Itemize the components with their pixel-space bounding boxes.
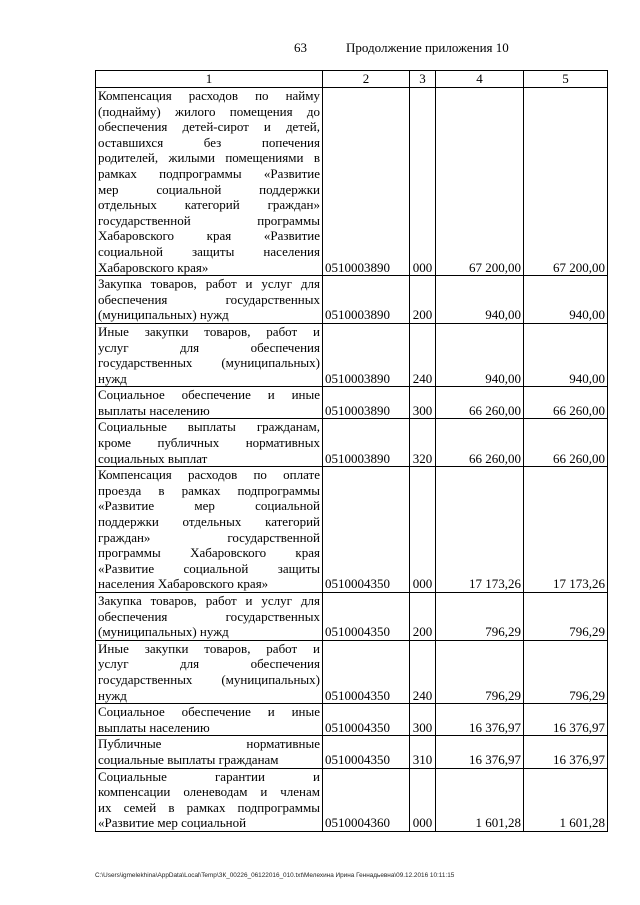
row-type: 240 bbox=[410, 640, 436, 703]
table-row bbox=[96, 593, 608, 641]
row-name bbox=[96, 419, 323, 467]
row-amount-2: 67 200,00 bbox=[524, 88, 608, 276]
row-amount-1: 66 260,00 bbox=[436, 387, 524, 419]
budget-table bbox=[95, 70, 608, 832]
column-header-1: 1 bbox=[96, 71, 323, 88]
row-name-line: (муниципальных) нужд bbox=[98, 624, 229, 640]
row-name-line: «Развитие социальной защиты bbox=[98, 560, 320, 576]
row-name bbox=[96, 704, 323, 736]
row-amount-2: 940,00 bbox=[524, 276, 608, 324]
table-row bbox=[96, 323, 608, 386]
row-name-line: нужд bbox=[98, 370, 127, 386]
row-name bbox=[96, 467, 323, 593]
table-row bbox=[96, 640, 608, 703]
row-code: 0510004350 bbox=[323, 640, 410, 703]
file-path-footer: C:\Users\igmelekhina\AppData\Local\Temp\ЗК_00226_06122016_010.txt\Мелехина Ирина Геннадьевна\09.12.2016 10:11:15 bbox=[95, 872, 455, 879]
row-name-line: услуг для обеспечения bbox=[98, 339, 320, 355]
row-type: 000 bbox=[410, 768, 436, 831]
row-code: 0510004350 bbox=[323, 593, 410, 641]
table-row bbox=[96, 467, 608, 593]
row-name-line: мер социальной поддержки bbox=[98, 181, 320, 197]
column-header-4: 4 bbox=[436, 71, 524, 88]
row-amount-2: 66 260,00 bbox=[524, 387, 608, 419]
column-header-5: 5 bbox=[524, 71, 608, 88]
row-name-line: государственной программы bbox=[98, 212, 320, 228]
row-name-line: населения Хабаровского края» bbox=[98, 576, 269, 592]
row-type: 000 bbox=[410, 467, 436, 593]
row-type: 300 bbox=[410, 704, 436, 736]
row-name-line: Социальные выплаты гражданам, bbox=[98, 419, 320, 435]
row-name-line: Закупка товаров, работ и услуг для bbox=[98, 276, 320, 292]
row-name-line: Хабаровского края «Развитие bbox=[98, 228, 320, 244]
row-name bbox=[96, 276, 323, 324]
column-header-2: 2 bbox=[323, 71, 410, 88]
row-name-line: государственных (муниципальных) bbox=[98, 671, 320, 687]
row-name-line: оставшихся без попечения bbox=[98, 134, 320, 150]
row-name-line: выплаты населению bbox=[98, 402, 210, 418]
row-type: 320 bbox=[410, 419, 436, 467]
row-name-line: программы Хабаровского края bbox=[98, 545, 320, 561]
table-row bbox=[96, 387, 608, 419]
row-name-line: граждан» государственной bbox=[98, 529, 320, 545]
row-name-line: их семей в рамках подпрограммы bbox=[98, 799, 320, 815]
row-amount-1: 17 173,26 bbox=[436, 467, 524, 593]
row-name bbox=[96, 768, 323, 831]
row-code: 0510004350 bbox=[323, 704, 410, 736]
row-amount-1: 16 376,97 bbox=[436, 704, 524, 736]
row-type: 200 bbox=[410, 276, 436, 324]
table-row bbox=[96, 419, 608, 467]
row-amount-2: 17 173,26 bbox=[524, 467, 608, 593]
row-amount-1: 940,00 bbox=[436, 276, 524, 324]
row-type: 000 bbox=[410, 88, 436, 276]
row-amount-2: 16 376,97 bbox=[524, 736, 608, 768]
row-name-line: Компенсация расходов по найму bbox=[98, 88, 320, 103]
table-row bbox=[96, 768, 608, 831]
column-header-row bbox=[96, 71, 608, 88]
table-row bbox=[96, 88, 608, 276]
row-name-line: государственных (муниципальных) bbox=[98, 355, 320, 371]
row-name-line: социальной защиты населения bbox=[98, 243, 320, 259]
row-code: 0510003890 bbox=[323, 419, 410, 467]
row-amount-2: 796,29 bbox=[524, 640, 608, 703]
row-amount-2: 796,29 bbox=[524, 593, 608, 641]
row-name-line: компенсации оленеводам и членам bbox=[98, 784, 320, 800]
appendix-title: Продолжение приложения 10 bbox=[346, 40, 509, 55]
row-amount-2: 940,00 bbox=[524, 323, 608, 386]
row-code: 0510003890 bbox=[323, 387, 410, 419]
row-name-line: Хабаровского края» bbox=[98, 259, 209, 275]
row-name bbox=[96, 323, 323, 386]
row-name-line: выплаты населению bbox=[98, 719, 210, 735]
table-row bbox=[96, 736, 608, 768]
row-name-line: социальные выплаты гражданам bbox=[98, 751, 279, 767]
row-name-line: (поднайму) жилого помещения до bbox=[98, 103, 320, 119]
row-code: 0510003890 bbox=[323, 88, 410, 276]
row-name bbox=[96, 593, 323, 641]
row-name-line: социальных выплат bbox=[98, 450, 208, 466]
row-name-line: нужд bbox=[98, 687, 127, 703]
row-amount-1: 1 601,28 bbox=[436, 768, 524, 831]
row-type: 310 bbox=[410, 736, 436, 768]
row-name-line: кроме публичных нормативных bbox=[98, 435, 320, 451]
row-code: 0510003890 bbox=[323, 276, 410, 324]
page-number: 63 bbox=[294, 40, 307, 55]
row-name-line: обеспечения государственных bbox=[98, 608, 320, 624]
row-type: 300 bbox=[410, 387, 436, 419]
row-name-line: Закупка товаров, работ и услуг для bbox=[98, 593, 320, 608]
row-amount-2: 66 260,00 bbox=[524, 419, 608, 467]
row-name bbox=[96, 640, 323, 703]
row-amount-1: 16 376,97 bbox=[436, 736, 524, 768]
row-name-line: обеспечения детей-сирот и детей, bbox=[98, 119, 320, 135]
row-amount-2: 16 376,97 bbox=[524, 704, 608, 736]
row-name-line: рамках подпрограммы «Развитие bbox=[98, 165, 320, 181]
page-header bbox=[0, 40, 640, 58]
row-name-line: отдельных категорий граждан» bbox=[98, 197, 320, 213]
row-name-line: Иные закупки товаров, работ и bbox=[98, 323, 320, 339]
row-type: 240 bbox=[410, 323, 436, 386]
row-name-line: услуг для обеспечения bbox=[98, 656, 320, 672]
row-name bbox=[96, 387, 323, 419]
row-name-line: «Развитие мер социальной bbox=[98, 498, 320, 514]
row-name-line: Социальное обеспечение и иные bbox=[98, 387, 320, 403]
row-name-line: обеспечения государственных bbox=[98, 291, 320, 307]
row-code: 0510004350 bbox=[323, 736, 410, 768]
row-amount-1: 940,00 bbox=[436, 323, 524, 386]
row-name-line: проезда в рамках подпрограммы bbox=[98, 482, 320, 498]
row-name bbox=[96, 88, 323, 276]
row-name-line: Социальные гарантии и bbox=[98, 768, 320, 784]
row-name-line: Компенсация расходов по оплате bbox=[98, 467, 320, 483]
row-name-line: родителей, жилыми помещениями в bbox=[98, 150, 320, 166]
row-name bbox=[96, 736, 323, 768]
row-amount-1: 796,29 bbox=[436, 593, 524, 641]
row-amount-1: 796,29 bbox=[436, 640, 524, 703]
table-row bbox=[96, 276, 608, 324]
row-amount-1: 67 200,00 bbox=[436, 88, 524, 276]
row-name-line: «Развитие мер социальной bbox=[98, 815, 247, 831]
row-type: 200 bbox=[410, 593, 436, 641]
row-code: 0510004350 bbox=[323, 467, 410, 593]
row-amount-2: 1 601,28 bbox=[524, 768, 608, 831]
row-code: 0510003890 bbox=[323, 323, 410, 386]
row-amount-1: 66 260,00 bbox=[436, 419, 524, 467]
row-code: 0510004360 bbox=[323, 768, 410, 831]
column-header-3: 3 bbox=[410, 71, 436, 88]
table-row bbox=[96, 704, 608, 736]
row-name-line: поддержки отдельных категорий bbox=[98, 514, 320, 530]
row-name-line: Публичные нормативные bbox=[98, 736, 320, 752]
row-name-line: Социальное обеспечение и иные bbox=[98, 704, 320, 720]
row-name-line: (муниципальных) нужд bbox=[98, 307, 229, 323]
row-name-line: Иные закупки товаров, работ и bbox=[98, 640, 320, 656]
